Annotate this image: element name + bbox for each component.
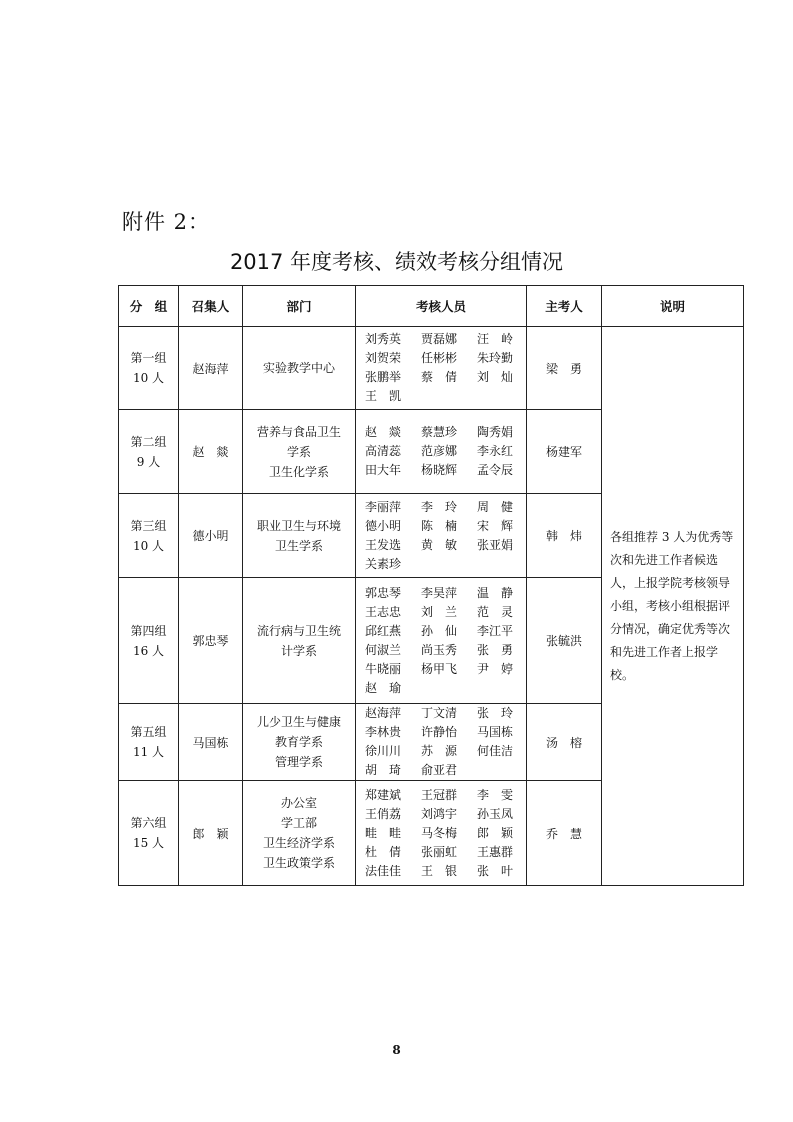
group-cell [119, 410, 179, 494]
member-name: 刘 兰 [421, 604, 458, 619]
member-name: 何淑兰 [365, 642, 402, 657]
convener-cell: 马国栋 [179, 704, 243, 781]
member-name: 刘贺荣 [365, 351, 402, 365]
note-cell: 各组推荐 3 人为优秀等次和先进工作者候选人，上报学院考核领导小组，考核小组根据评分情况，确定优秀等次和先进工作者上报学校。 [602, 327, 744, 886]
department-cell [243, 410, 356, 494]
member-line [365, 536, 526, 555]
header-department: 部门 [243, 286, 356, 327]
examiner-cell: 梁 勇 [527, 327, 602, 410]
member-name: 尹 婷 [477, 661, 514, 676]
group-cell [119, 327, 179, 410]
member-name: 张鹏举 [365, 370, 402, 384]
member-line [365, 723, 526, 742]
member-name: 杜 倩 [365, 844, 402, 859]
member-line [365, 603, 526, 622]
member-name: 胡 琦 [365, 763, 402, 777]
department-line: 流行病与卫生统 [256, 623, 341, 638]
header-examiner: 主考人 [527, 286, 602, 327]
member-line [365, 368, 526, 387]
convener-cell: 郎 颖 [179, 781, 243, 886]
members-cell [356, 704, 527, 781]
members-cell [356, 781, 527, 886]
group-cell [119, 494, 179, 578]
department-cell [243, 578, 356, 704]
department-cell [243, 781, 356, 886]
table-row [119, 327, 744, 410]
examiner-cell: 张毓洪 [527, 578, 602, 704]
member-name: 法佳佳 [365, 863, 402, 878]
member-name: 范彦娜 [421, 444, 458, 458]
department-line: 卫生化学系 [268, 464, 329, 479]
member-name: 陶秀娟 [477, 425, 514, 439]
examiner-cell: 韩 炜 [527, 494, 602, 578]
member-line [365, 824, 526, 843]
member-name: 王 凯 [365, 389, 402, 403]
member-name: 何佳洁 [477, 744, 514, 758]
header-convener: 召集人 [179, 286, 243, 327]
member-name: 郭忠琴 [365, 585, 402, 600]
member-name: 马国栋 [477, 725, 514, 739]
member-name: 蔡慧珍 [421, 425, 458, 439]
member-name: 范 灵 [477, 604, 514, 619]
member-name: 德小明 [365, 518, 402, 533]
group-label: 第五组 [130, 725, 167, 739]
member-line [365, 517, 526, 536]
page-title: 2017 年度考核、绩效考核分组情况 [229, 250, 564, 274]
member-name: 赵海萍 [365, 706, 402, 720]
member-name: 王惠群 [477, 844, 514, 859]
member-line [365, 423, 526, 442]
member-name: 赵 瑜 [365, 680, 402, 695]
members-cell [356, 578, 527, 704]
group-label: 第四组 [130, 623, 167, 638]
member-line [365, 786, 526, 805]
member-name: 丁文清 [421, 706, 458, 720]
member-name: 王 银 [421, 863, 458, 878]
member-name: 黄 敏 [421, 537, 458, 552]
member-line [365, 461, 526, 480]
group-label: 11 人 [132, 745, 165, 759]
member-line [365, 622, 526, 641]
member-name: 王冠群 [421, 787, 458, 802]
convener-cell: 赵 燚 [179, 410, 243, 494]
member-name: 温 静 [477, 585, 514, 600]
group-cell [119, 704, 179, 781]
member-line [365, 330, 526, 349]
department-line: 学系 [286, 444, 311, 459]
group-label: 16 人 [132, 643, 165, 658]
member-line [365, 555, 526, 574]
member-name: 李林贵 [365, 725, 402, 739]
member-name: 马冬梅 [421, 825, 458, 840]
member-name: 苏 源 [421, 744, 458, 758]
member-line [365, 349, 526, 368]
member-name: 刘鸿宇 [421, 806, 458, 821]
members-cell [356, 494, 527, 578]
member-name: 刘 灿 [477, 370, 514, 384]
member-name: 杨晓辉 [421, 463, 458, 477]
header-members: 考核人员 [356, 286, 527, 327]
member-name: 王俏荔 [365, 806, 402, 821]
group-label: 第六组 [130, 816, 167, 830]
department-line: 学工部 [280, 816, 317, 830]
member-line [365, 584, 526, 603]
attachment-label: 附件 2： [122, 210, 211, 234]
department-cell [243, 327, 356, 410]
member-name: 李永红 [477, 444, 514, 458]
department-line: 办公室 [280, 796, 317, 810]
department-line: 职业卫生与环境 [256, 518, 341, 533]
department-line: 计学系 [280, 643, 317, 658]
member-name: 许静怡 [421, 725, 458, 739]
member-line [365, 442, 526, 461]
member-line [365, 641, 526, 660]
member-name: 贾磊娜 [421, 332, 458, 346]
member-name: 牛晓丽 [365, 661, 402, 676]
member-name: 畦 畦 [365, 825, 402, 840]
member-name: 陈 楠 [421, 518, 458, 533]
convener-cell: 赵海萍 [179, 327, 243, 410]
department-cell [243, 494, 356, 578]
grouping-table [118, 285, 744, 886]
member-line [365, 498, 526, 517]
department-line: 卫生政策学系 [262, 856, 335, 870]
member-line [365, 862, 526, 881]
group-label: 第二组 [130, 434, 167, 449]
member-name: 邱红燕 [365, 623, 402, 638]
member-name: 孙 仙 [421, 623, 458, 638]
examiner-cell: 杨建军 [527, 410, 602, 494]
convener-cell: 德小明 [179, 494, 243, 578]
members-cell [356, 410, 527, 494]
member-name: 张 叶 [477, 863, 514, 878]
department-line: 管理学系 [274, 755, 323, 769]
group-label: 第一组 [130, 351, 167, 365]
member-name: 郑建斌 [365, 787, 402, 802]
member-name: 关素珍 [365, 556, 402, 571]
member-name: 张丽虹 [421, 844, 458, 859]
department-line: 卫生经济学系 [262, 836, 335, 850]
member-name: 王志忠 [365, 604, 402, 619]
member-name: 尚玉秀 [421, 642, 458, 657]
department-line: 营养与食品卫生 [256, 424, 341, 439]
member-name: 李 玲 [421, 499, 458, 514]
member-name: 孙玉凤 [477, 806, 514, 821]
member-name: 徐川川 [365, 744, 402, 758]
member-line [365, 843, 526, 862]
group-cell [119, 578, 179, 704]
member-name: 郎 颖 [477, 825, 514, 840]
member-name: 蔡 倩 [421, 370, 458, 384]
member-name: 张 勇 [477, 642, 514, 657]
group-label: 10 人 [132, 371, 165, 385]
member-name: 田大年 [365, 463, 402, 477]
member-name: 汪 岭 [477, 332, 514, 346]
examiner-cell: 乔 慧 [527, 781, 602, 886]
convener-cell: 郭忠琴 [179, 578, 243, 704]
members-cell [356, 327, 527, 410]
member-name: 赵 燚 [365, 425, 402, 439]
member-line [365, 805, 526, 824]
group-label: 10 人 [132, 538, 165, 553]
group-cell [119, 781, 179, 886]
member-name: 高清蕊 [365, 444, 402, 458]
member-line [365, 679, 526, 698]
examiner-cell: 汤 榕 [527, 704, 602, 781]
member-name: 任彬彬 [421, 351, 458, 365]
page-number: 8 [392, 1043, 401, 1057]
member-name: 俞亚君 [421, 763, 458, 777]
member-line [365, 761, 526, 780]
header-group: 分 组 [119, 286, 179, 327]
member-line [365, 704, 526, 723]
member-name: 李昊萍 [421, 585, 458, 600]
department-line: 儿少卫生与健康 [256, 715, 341, 729]
member-name: 李江平 [477, 623, 514, 638]
group-label: 15 人 [132, 836, 165, 850]
member-name: 刘秀英 [365, 332, 402, 346]
member-name: 孟令辰 [477, 463, 514, 477]
member-line [365, 387, 526, 406]
table-header-row [119, 286, 744, 327]
member-name: 周 健 [477, 499, 514, 514]
member-line [365, 742, 526, 761]
member-name: 张亚娟 [477, 537, 514, 552]
department-line: 教育学系 [274, 735, 323, 749]
member-name: 王发选 [365, 537, 402, 552]
member-name: 宋 辉 [477, 518, 514, 533]
department-line: 卫生学系 [274, 538, 323, 553]
department-cell [243, 704, 356, 781]
member-line [365, 660, 526, 679]
header-note: 说明 [602, 286, 744, 327]
department-line: 实验教学中心 [262, 361, 335, 375]
group-label: 9 人 [136, 454, 161, 469]
member-name: 杨甲飞 [421, 661, 458, 676]
member-name: 李丽萍 [365, 499, 402, 514]
group-label: 第三组 [130, 518, 167, 533]
member-name: 李 雯 [477, 787, 514, 802]
member-name: 张 玲 [477, 706, 514, 720]
member-name: 朱玲勤 [477, 351, 514, 365]
